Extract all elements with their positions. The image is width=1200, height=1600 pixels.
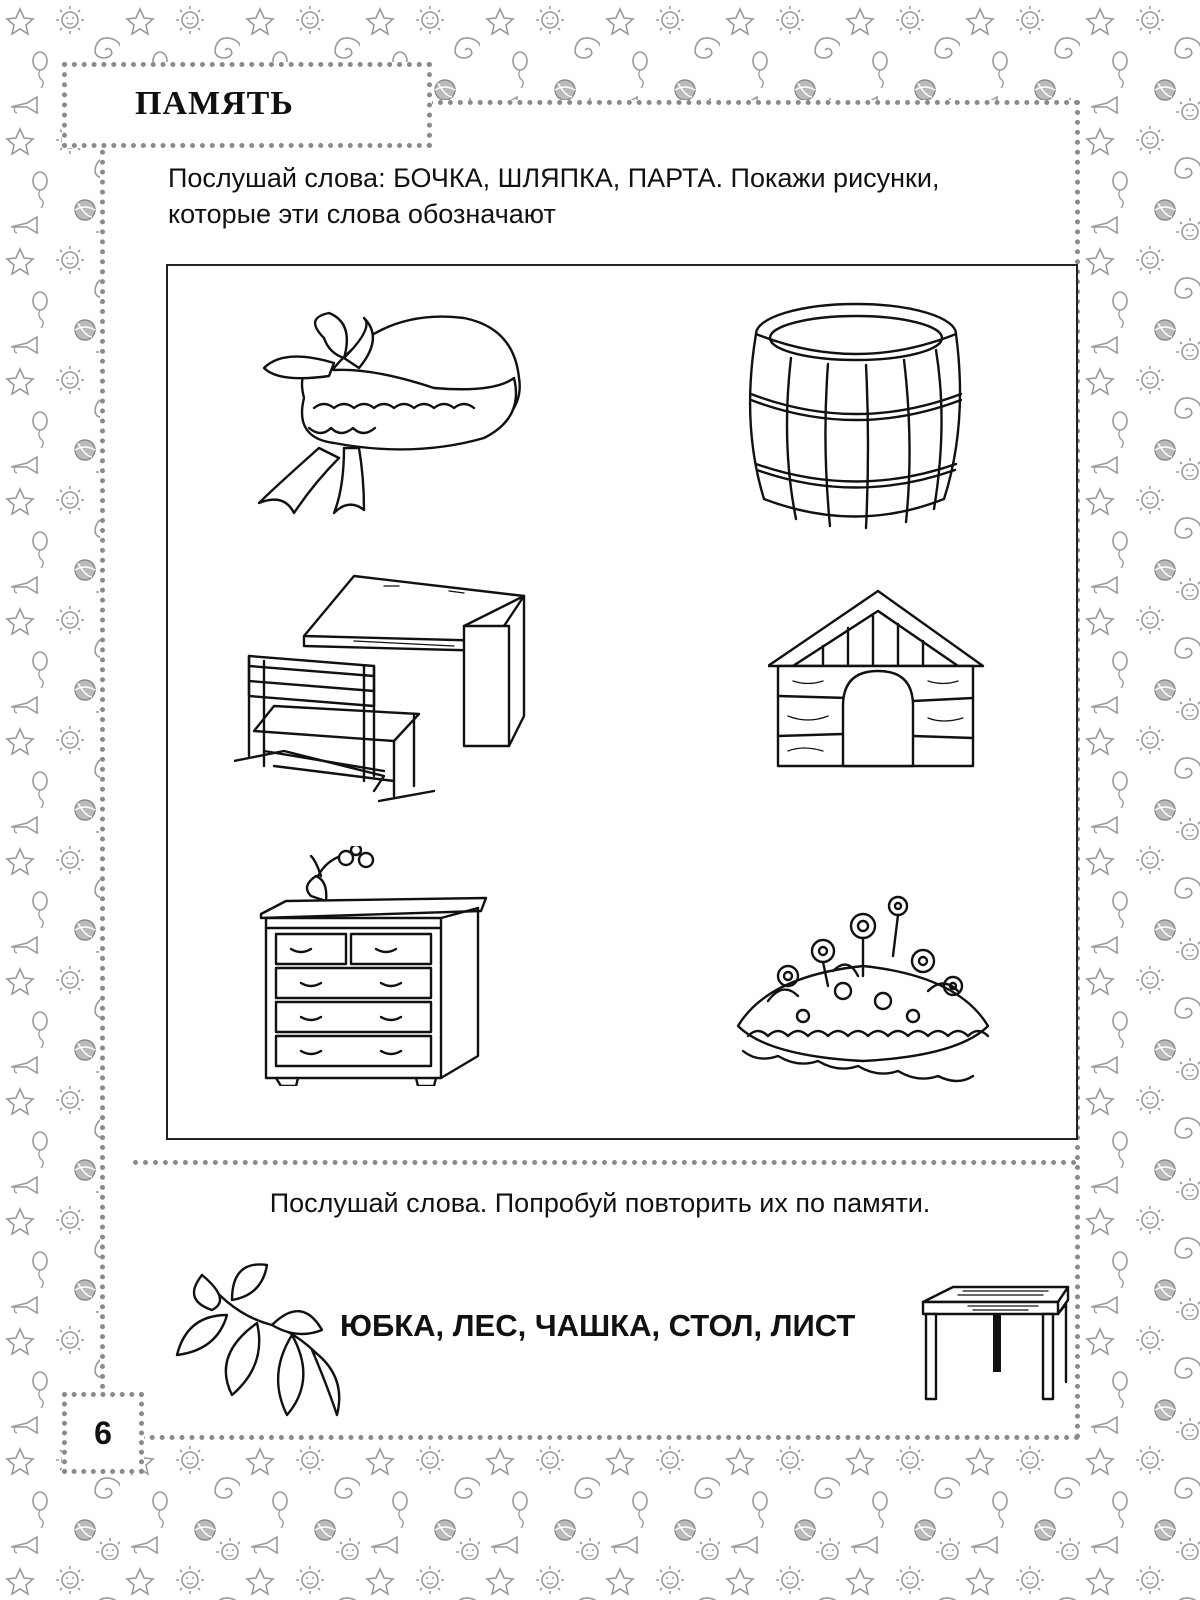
pictures-frame (166, 264, 1078, 1140)
task1-instruction: Послушай слова: БОЧКА, ШЛЯПКА, ПАРТА. Покажи рисунки, которые эти слова обозначают (168, 163, 940, 229)
desk-picture[interactable] (234, 566, 534, 806)
title-tab (62, 62, 432, 148)
section-divider (133, 1160, 1077, 1165)
task2-instruction: Послушай слова. Попробуй повторить их по памяти. (269, 1188, 931, 1218)
leaves-picture (172, 1255, 342, 1425)
doghouse-picture[interactable] (768, 586, 988, 776)
page-number-box (62, 1392, 144, 1474)
dresser-picture[interactable] (256, 846, 496, 1086)
page-number: 6 (94, 1415, 112, 1451)
flowerbed-picture[interactable] (728, 866, 998, 1086)
hat-picture[interactable] (234, 298, 534, 528)
page-title: ПАМЯТЬ (135, 85, 294, 122)
table-picture (918, 1282, 1074, 1402)
words-to-remember: ЮБКА, ЛЕС, ЧАШКА, СТОЛ, ЛИСТ (340, 1308, 856, 1343)
barrel-picture[interactable] (746, 294, 966, 534)
